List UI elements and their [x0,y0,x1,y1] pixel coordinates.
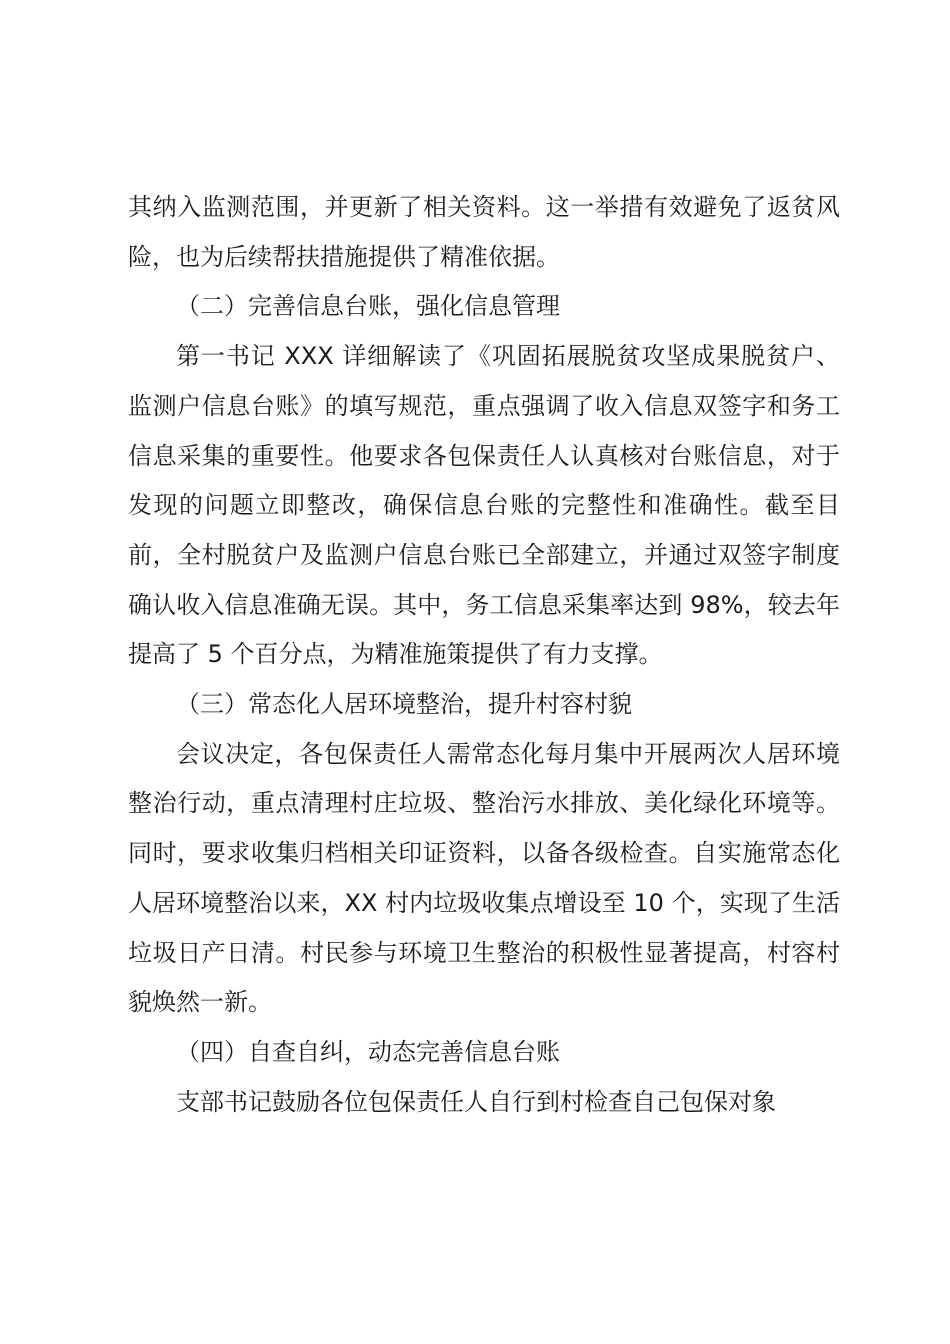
paragraph-info-ledger: 第一书记 XXX 详细解读了《巩固拓展脱贫攻坚成果脱贫户、监测户信息台账》的填写规范，重点强调了收入信息双签字和务工信息采集的重要性。他要求各包保责任人认真核对台账信息，对于发现的问题立即整改，确保信息台账的完整性和准确性。截至目前，全村脱贫户及监测户信息台账已全部建立，并通过双签字制度确认收入信息准确无误。其中，务工信息采集率达到 98%，较去年提高了 5 个百分点，为精准施策提供了有力支撑。 [128,342,840,669]
paragraph-environment: 会议决定，各包保责任人需常态化每月集中开展两次人居环境整治行动，重点清理村庄垃圾、整治污水排放、美化绿化环境等。同时，要求收集归档相关印证资料，以备各级检查。自实施常态化人居环境整治以来，XX 村内垃圾收集点增设至 10 个，实现了生活垃圾日产日清。村民参与环境卫生整治的积极性显著提高，村容村貌焕然一新。 [128,739,840,1017]
document-body [128,183,840,1127]
section-heading-4: （四）自查自纠，动态完善信息台账 [176,1037,560,1066]
section-heading-3: （三）常态化人居环境整治，提升村容村貌 [176,690,632,719]
paragraph-continuation: 其纳入监测范围，并更新了相关资料。这一举措有效避免了返贫风险，也为后续帮扶措施提供了精准依据。 [128,193,840,271]
section-heading-2: （二）完善信息台账，强化信息管理 [176,292,560,321]
paragraph-self-check: 支部书记鼓励各位包保责任人自行到村检查自己包保对象 [176,1087,776,1116]
